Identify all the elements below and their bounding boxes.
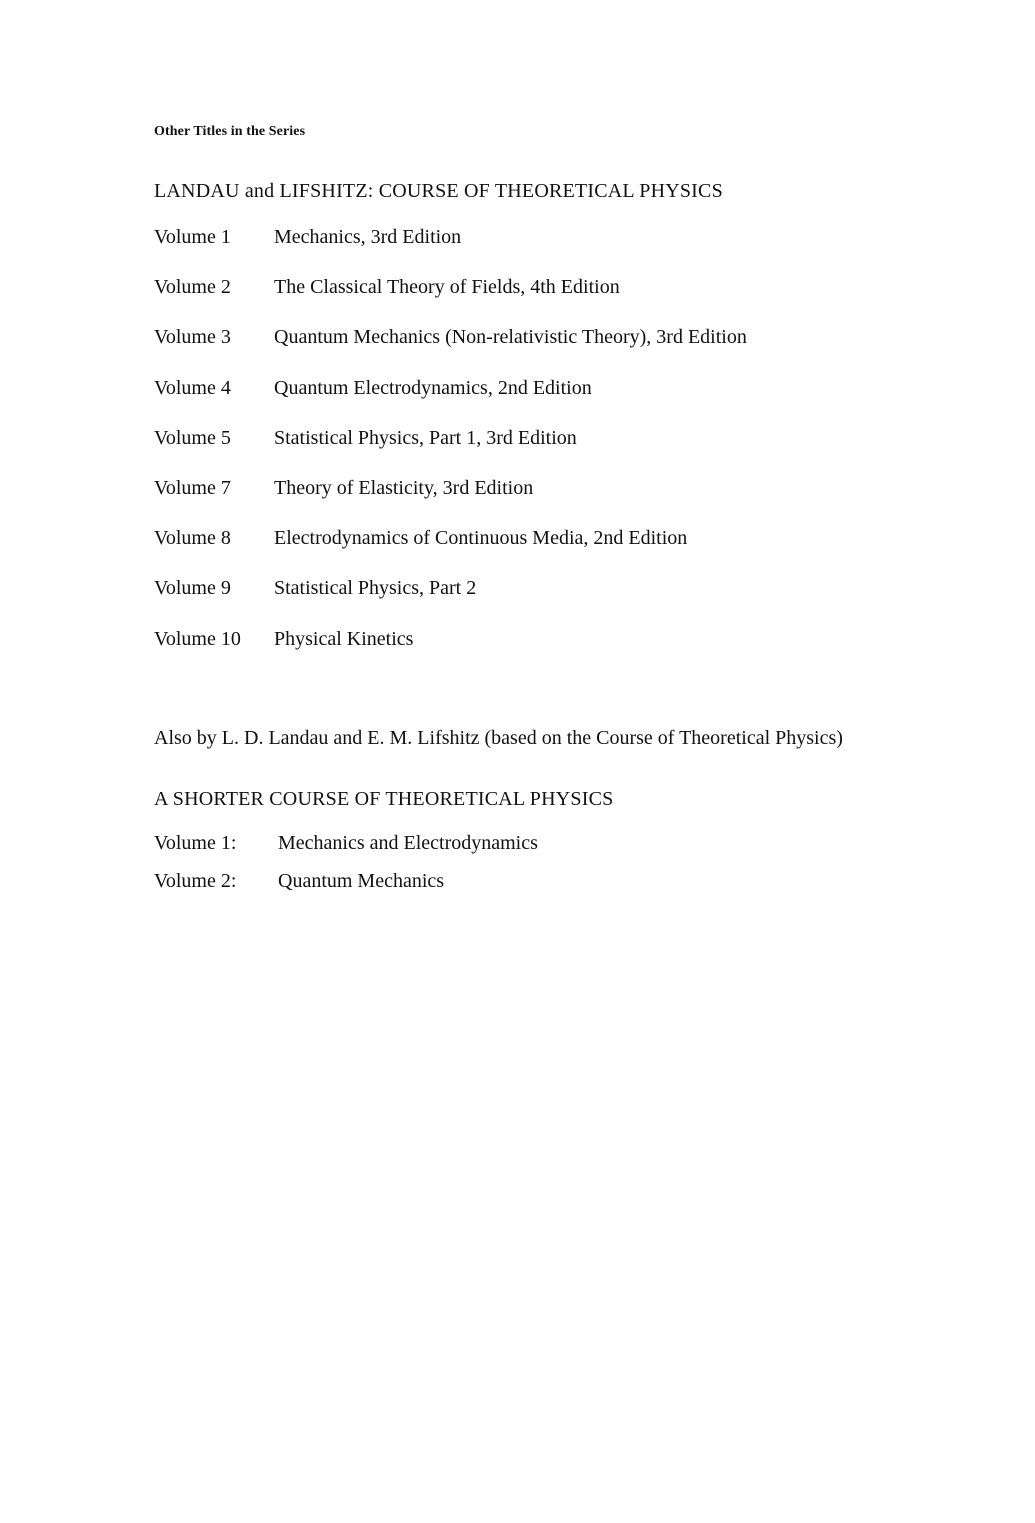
volume-number: Volume 8 [154,527,231,550]
shorter-course-title: A SHORTER COURSE OF THEORETICAL PHYSICS [154,788,614,810]
volume-title: Statistical Physics, Part 2 [274,577,477,600]
volume-entry [154,326,974,376]
volume-title: Mechanics, 3rd Edition [274,226,462,248]
volume-title: Quantum Mechanics [278,869,445,892]
volume-entry [154,870,974,908]
also-by-note: Also by L. D. Landau and E. M. Lifshitz (based on the Course of Theoretical Physics) [154,727,843,749]
volume-number: Volume 2: [154,869,237,892]
volume-title: Electrodynamics of Continuous Media, 2nd Edition [274,527,688,550]
volume-entry [154,226,974,276]
volume-title: Mechanics and Electrodynamics [278,832,538,854]
volume-title: Statistical Physics, Part 1, 3rd Edition [274,426,577,449]
volume-number: Volume 2 [154,276,231,299]
volume-entry [154,377,974,427]
volume-title: Quantum Mechanics (Non-relativistic Theory), 3rd Edition [274,326,747,349]
volume-title: The Classical Theory of Fields, 4th Edition [274,276,620,299]
volume-number: Volume 5 [154,426,231,449]
volume-number: Volume 10 [154,627,241,650]
volume-entry [154,477,974,527]
volume-entry [154,427,974,477]
volume-number: Volume 9 [154,577,231,600]
volume-entry [154,832,974,870]
volume-title: Physical Kinetics [274,627,414,650]
course-title: LANDAU and LIFSHITZ: COURSE OF THEORETICAL PHYSICS [154,180,723,202]
volume-entry [154,628,974,678]
volume-number: Volume 7 [154,476,231,499]
shorter-course-volume-list [154,832,974,907]
volume-title: Theory of Elasticity, 3rd Edition [274,476,534,499]
volume-entry [154,577,974,627]
volume-number: Volume 1: [154,832,237,854]
volume-number: Volume 3 [154,326,231,349]
volume-title: Quantum Electrodynamics, 2nd Edition [274,376,592,399]
course-volume-list [154,226,974,678]
volume-number: Volume 4 [154,376,231,399]
volume-number: Volume 1 [154,226,231,248]
volume-entry [154,527,974,577]
volume-entry [154,276,974,326]
series-heading: Other Titles in the Series [154,124,306,139]
